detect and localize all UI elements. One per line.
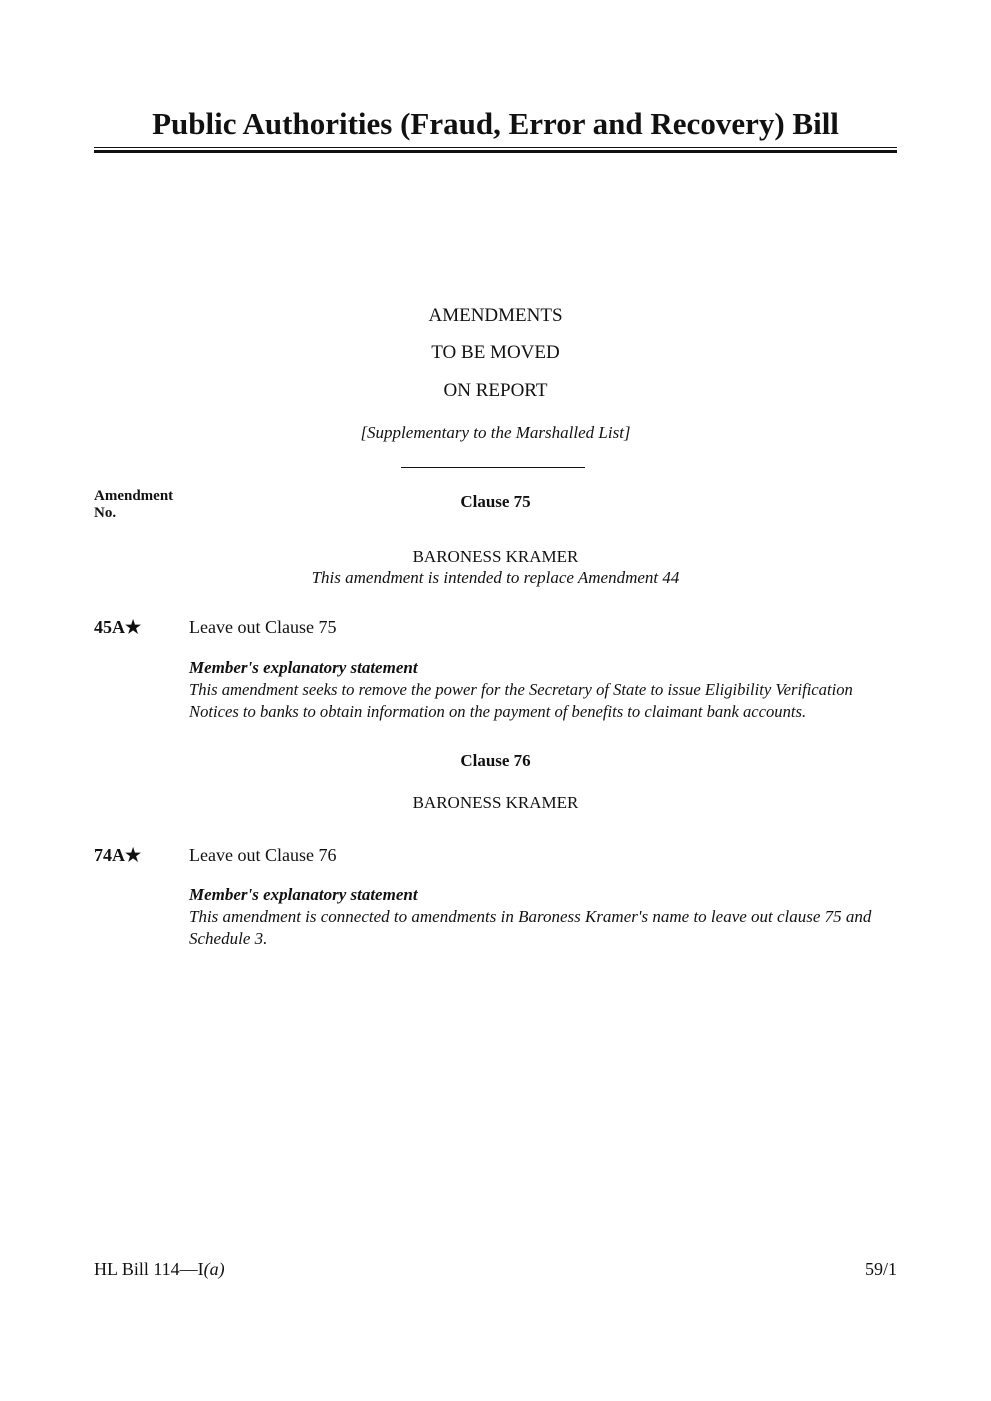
amendment-number: 74A★ (94, 845, 142, 865)
heading-to-be-moved: TO BE MOVED (431, 342, 560, 363)
member-name: BARONESS KRAMER (412, 547, 579, 566)
title-rule-thick (94, 150, 897, 153)
amendment-note: This amendment is intended to replace Amendment 44 (311, 568, 680, 587)
amendment-label: Amendment (94, 488, 174, 504)
amendment-text: Leave out Clause 76 (189, 845, 337, 865)
statement-text: This amendment seeks to remove the power for the Secretary of State to issue Eligibility Verification Notices to banks to obtain information on the payment of benefits to claimant bank accounts. (189, 680, 853, 721)
heading-amendments: AMENDMENTS (428, 305, 563, 326)
statement-text: This amendment is connected to amendments in Baroness Kramer's name to leave out clause 75 and Schedule 3. (189, 907, 872, 948)
heading-on-report: ON REPORT (443, 380, 548, 401)
footer-bill-ref (94, 1259, 225, 1280)
separator-rule (401, 467, 585, 468)
bill-ref-suffix: (a) (203, 1259, 225, 1279)
clause-heading-76: Clause 76 (460, 751, 531, 770)
clause-heading-75: Clause 75 (460, 492, 531, 511)
no-label: No. (94, 505, 117, 521)
statement-heading: Member's explanatory statement (189, 658, 418, 677)
statement-heading: Member's explanatory statement (189, 885, 418, 904)
heading-subtitle: [Supplementary to the Marshalled List] (360, 423, 631, 442)
amendment-number: 45A★ (94, 617, 142, 637)
document-title: Public Authorities (Fraud, Error and Recovery) Bill (152, 106, 839, 141)
title-rule-thin (94, 147, 897, 148)
footer-page-number: 59/1 (864, 1259, 897, 1279)
bill-ref: HL Bill 114—I (94, 1259, 204, 1279)
amendment-text: Leave out Clause 75 (189, 617, 337, 637)
member-name: BARONESS KRAMER (412, 793, 579, 812)
